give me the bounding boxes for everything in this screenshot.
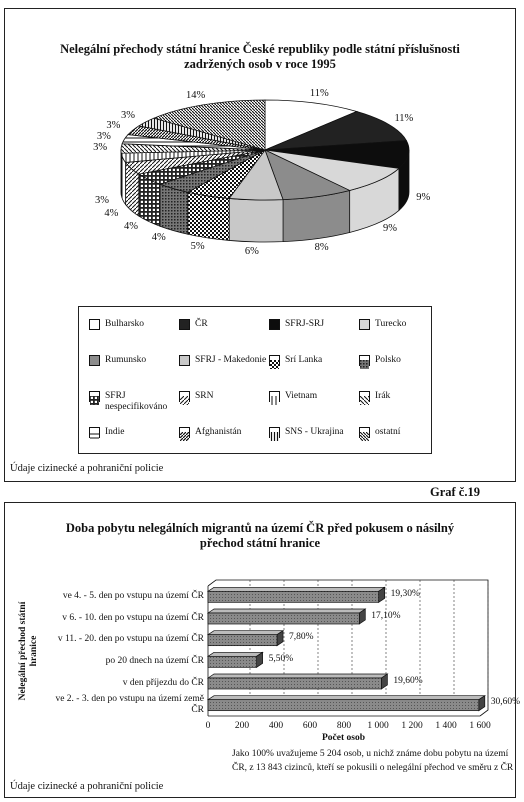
legend-label: SFRJ - Makedonie xyxy=(195,355,267,365)
source-note-1: Údaje cizinecké a pohraniční policie xyxy=(10,463,164,474)
bar-category-label: ve 4. - 5. den po vstupu na území ČR xyxy=(62,590,204,601)
pie-percent-label: 11% xyxy=(309,87,329,99)
bar-category-label: v 11. - 20. den po vstupu na území ČR xyxy=(57,634,204,645)
bar-value-label: 30,60% xyxy=(490,697,521,708)
legend-label: Bulharsko xyxy=(105,319,145,329)
legend-label: Rumunsko xyxy=(105,355,147,365)
legend-swatch xyxy=(179,355,190,366)
bar-x-axis-label: Počet osob xyxy=(322,733,366,743)
pie-percent-label: 8% xyxy=(314,241,329,253)
bar-x-tick-label: 1 600 xyxy=(469,721,491,731)
legend-label: Vietnam xyxy=(285,391,318,401)
bar-x-tick-label: 1 400 xyxy=(435,721,457,731)
bar-value-label: 7,80% xyxy=(289,632,314,643)
legend-swatch xyxy=(359,391,370,402)
legend-swatch xyxy=(359,355,370,366)
legend-label: SNS - Ukrajina xyxy=(285,427,344,437)
bar-x-tick-label: 800 xyxy=(336,721,352,731)
legend-label: ČR xyxy=(195,319,208,329)
footnote: Jako 100% uvažujeme 5 204 osob, u nichž známe dobu pobytu na území ČR, z 13 843 cizinců, kteří se pokusili o nelegální přechod ve směru z ČR xyxy=(232,749,514,773)
legend-swatch xyxy=(269,391,280,402)
pie-percent-label: 3% xyxy=(121,110,135,122)
legend-swatch xyxy=(89,319,100,330)
legend-label: Indie xyxy=(105,427,125,437)
bar-value-label: 19,60% xyxy=(393,675,423,686)
legend-swatch xyxy=(89,427,100,438)
legend-swatch xyxy=(179,427,190,438)
bar-chart-title: Doba pobytu nelegálních migrantů na území ČR před pokusem o násilný přechod státní hranice xyxy=(65,521,455,550)
pie-tops xyxy=(121,100,409,200)
bar xyxy=(208,591,379,602)
bar-category-label: v den příjezdu do ČR xyxy=(122,677,204,688)
pie-percent-label: 3% xyxy=(106,120,121,132)
bar-value-label: 17,10% xyxy=(371,610,401,621)
bar-top xyxy=(208,674,387,678)
pie-legend xyxy=(78,306,432,454)
bar-x-tick-label: 1 200 xyxy=(401,721,423,731)
bar xyxy=(208,678,381,689)
bar xyxy=(208,613,359,624)
pie-percent-label: 4% xyxy=(104,208,119,220)
pie-percent-label: 3% xyxy=(96,130,111,142)
pie-slice-side xyxy=(229,198,283,242)
bar xyxy=(208,635,277,646)
legend-label: SRN xyxy=(195,391,214,401)
bar-top xyxy=(208,696,485,700)
pie-percent-label: 5% xyxy=(190,241,205,253)
bar-x-tick-label: 1 000 xyxy=(367,721,389,731)
source-note-2: Údaje cizinecké a pohraniční policie xyxy=(10,781,164,792)
legend-label: Afghanistán xyxy=(195,427,242,437)
bar-category-label: ve 2. - 3. den po vstupu na území země ČR xyxy=(55,694,204,716)
bar-x-tick-label: 400 xyxy=(268,721,284,731)
legend-swatch xyxy=(359,319,370,330)
legend-label: Srí Lanka xyxy=(285,355,323,365)
pie-chart-title: Nelegální přechody státní hranice České republiky podle státní příslušnosti zadržených osob v roce 1995 xyxy=(60,42,460,71)
legend-label: Irák xyxy=(375,391,391,401)
bar-top xyxy=(208,631,283,635)
bar-category-label: po 20 dnech na území ČR xyxy=(105,655,204,666)
legend-swatch xyxy=(179,319,190,330)
legend-label: Polsko xyxy=(375,355,401,365)
graph-number: Graf č.19 xyxy=(430,485,480,499)
legend-swatch xyxy=(179,391,190,402)
bar-top xyxy=(208,609,365,613)
bar-x-tick-label: 0 xyxy=(205,721,211,731)
legend-swatch xyxy=(89,355,100,366)
bar-top xyxy=(208,652,263,656)
legend-swatch xyxy=(89,391,100,402)
pie-percent-label: 4% xyxy=(123,221,138,233)
pie-slice-side xyxy=(188,192,229,240)
legend-swatch xyxy=(269,355,280,366)
bar xyxy=(208,656,257,667)
pie-percent-label: 9% xyxy=(383,222,397,234)
legend-label: SFRJ nespecifikováno xyxy=(105,391,168,412)
legend-swatch xyxy=(269,427,280,438)
legend-swatch xyxy=(359,427,370,438)
legend-label: Turecko xyxy=(375,319,407,329)
bar-x-tick-label: 200 xyxy=(234,721,250,731)
pie-percent-label: 9% xyxy=(416,191,431,203)
pie-percent-label: 6% xyxy=(244,245,259,257)
legend-swatch xyxy=(269,319,280,330)
legend-label: SFRJ-SRJ xyxy=(285,319,325,329)
bar-value-label: 19,30% xyxy=(390,588,420,599)
bar-value-label: 5,50% xyxy=(268,653,294,664)
pie-percent-label: 3% xyxy=(93,142,108,154)
legend-label: ostatní xyxy=(375,427,401,437)
bar-category-label: v 6. - 10. den po vstupu na území ČR xyxy=(62,612,204,623)
pie-slice-side xyxy=(160,184,188,234)
pie-percent-label: 14% xyxy=(186,89,206,101)
pie-percent-label: 3% xyxy=(94,195,109,207)
pie-percent-label: 11% xyxy=(394,113,414,125)
bar-top xyxy=(208,587,385,591)
pie-percent-label: 4% xyxy=(151,232,166,244)
bar-y-axis-label: Nelegální přechod státní hranice xyxy=(18,601,39,701)
bar xyxy=(208,700,479,711)
bar-x-tick-label: 600 xyxy=(302,721,318,731)
